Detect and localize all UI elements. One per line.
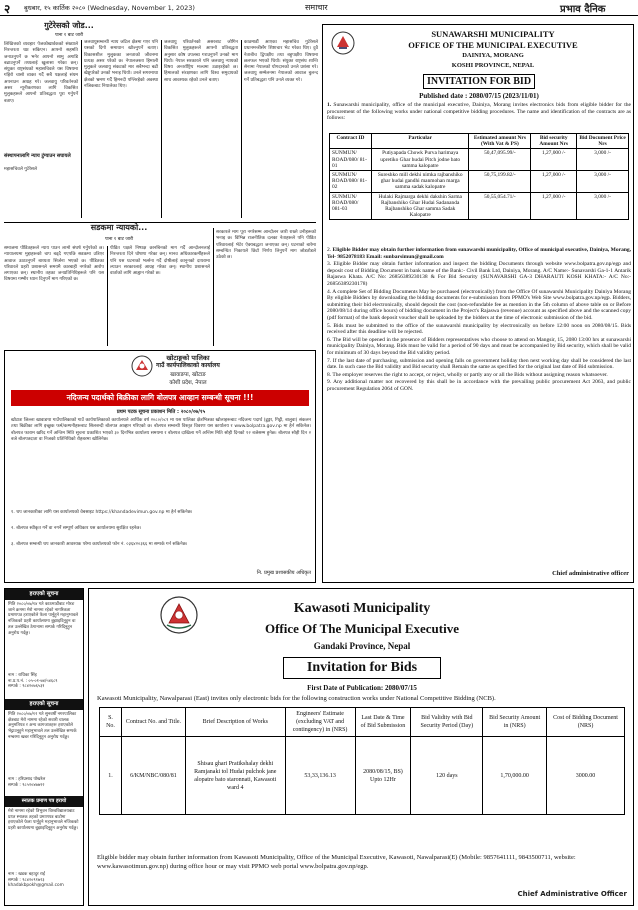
table-header: Contract ID [330,134,372,149]
article-text: महासचिवले गुटेरेसले [4,167,38,172]
invitation-banner: Invitation for Bids [283,657,441,679]
classified-contact [8,673,80,693]
table-cell: 53,33,136.13 [285,737,355,815]
notice-banner [11,390,309,406]
notice-signature: नि. प्रमुख प्रशासकीय अधिकृत [256,570,311,576]
contracts-table [99,707,625,815]
table-header: Bid Document Price Nrs [577,134,629,149]
contact-email: khadakbpokh@gmail.com [8,883,64,889]
page-header [0,0,638,16]
article-text: सरकारले माग पूरा नगरेसम्म आन्दोलन जारी राख्ने उनीहरूको भनाइ छ। विभिन्न राजनीतिक दलका नेताहरूले पनि पीडित परिवारलाई भेटेर ऐक्यबद्धता जनाएका छन्। घटनाको बारेमा सम्बन्धित निकायले छिटो निर्णय लिनुपर्ने माग जोडतोडले उठेको छ। [216,230,316,261]
table-header-row [100,708,625,737]
table-cell: SUNMUN/ ROAD/080/ 81-01 [330,149,372,171]
notice-text: ३. बोलपत्र सम्बन्धी थप जानकारी आवश्यक परेमा कार्यालयको फोन नं. ०३६४२०३६६ मा सम्पर्क गर्न सकिनेछ। [11,542,188,547]
table-header: Last Date & Time of Bid Submission [355,708,411,737]
condition-item [327,289,631,322]
table-header: Contract No. and Title. [121,708,185,737]
table-header: Brief Description of Works [185,708,285,737]
classified-contact [8,777,80,791]
publication-date: First Date of Publication: 2080/07/15 [307,684,417,692]
table-header: S. No. [100,708,122,737]
classified-text: मिति २०८०/०७/१२ गते सुनवर्षी नगरपालिका क्षेत्रबाट मेरो नाममा रहेको सवारी चालक अनुमतिपत्र र अन्य कागजातहरू हराएकोले भेट्टाउनुहुने महानुभावले तल उल्लेखित सम्पर्क नम्बरमा खबर गरिदिनुहुन अनुरोध गर्दछु। [8,712,77,740]
conditions-list [327,247,631,573]
table-cell: Putiyapada Chowk Purva harimaya upretiko Ghar hudai Pitch jodne bato samma kalopatre [371,149,469,171]
article-column [164,40,238,218]
table-row [100,737,625,815]
publish-date: प्रथम पटक सूचना प्रकाशन मिति : २०८०/०७/१५ [116,409,206,415]
contact-name: नाम : राधिका सिंह [8,673,37,678]
municipality-name: SUNAWARSHI MUNICIPALITY [431,29,555,39]
office-province: कोशी प्रदेश, नेपाल [169,380,207,386]
item-number: 3. [327,261,334,268]
notice-item [11,510,311,526]
table-cell: SUNMUN/ ROAD/080/ 081-03 [330,192,372,220]
article-text: जलवायुसम्बन्धी न्याय जटिल क्षेत्रमा गएर पनि यसको दिगो समाधान खोज्नुपर्ने बताए। विकासशील मुलुकका जनताको जीवनमा प्रत्यक्ष असर परेको छ। नेपालजस्ता हिमाली मुलुकले जलवायु संकटको मार सबैभन्दा बढी खेप्नुपरेको उनको भनाइ थियो। उनले सगरमाथा क्षेत्रको भ्रमण गर्दै हिमनदी पग्लिरहेको अवस्था नजिकबाट नियालेका थिए। [84,40,158,90]
condition-text: If the last date of purchasing, submission and opening falls on government holiday then next working day shall be considered the last date. In such case the Bid validity and Bid security shall Remain the same as specified for the original last date of Bid submission. [327,357,631,371]
article-text: काठमाडौं आएका महासचिव गुटेरेसले प्रधानमन्त्रीसँग शिष्टाचार भेट गरेका थिए। दुवै नेताबीच द्विपक्षीय तथा बहुपक्षीय विषयमा छलफल भएको थियो। संयुक्त राष्ट्रसंघ शान्ति सेनामा नेपालको योगदानको उनले प्रशंसा गरे। जलवायु सम्मेलनमा नेपालको आवाज बुलन्द गर्ने प्रतिबद्धता पनि उनले व्यक्त गरे। [244,40,318,83]
table-cell: 2080/08/15, BS) Upto 12Hr [355,737,411,815]
municipality-emblem-icon [331,31,355,55]
masthead: प्रभाव दैनिक [560,4,606,15]
table-cell: 3,000 /- [577,192,629,220]
classified-title: हराएको सूचना [5,589,83,600]
item-number: 8. [327,371,333,378]
contact-phone: सम्पर्क : ९८४२०७६५३१ [8,684,45,690]
news-article-guterres [4,21,318,222]
table-cell: Hulaki Rajmarga dekhi dakshin Sarma Rajbanshiko Ghar Hudai Sadananda Rajbanshiko Ghar samma Sadak Kalopatre [371,192,469,220]
table-row [330,192,629,220]
article-text: जलवायु परिवर्तनको असरबाट जोगिन विकसित मुलुकहरूले आफ्नो प्रतिबद्धता अनुसार कोष उपलब्ध गराउनुपर्ने उनको माग थियो। नेपाल सरकारले पनि जलवायु न्यायको विषय अन्तर्राष्ट्रिय मञ्चमा उठाइरहेको छ। हिमालको संरक्षणका लागि विश्व समुदायको साथ आवश्यक रहेको उनले बताए। [164,40,238,83]
item-number: 1. [327,102,334,108]
notice-text: १. थप जानकारीका लागि यस कार्यालयको वेबसाइट https://khandadevimun.gov.np मा हेर्न सकिनेछ। [11,510,193,515]
signatory: Chief Administrative Officer [517,890,627,898]
table-row [330,149,629,171]
table-cell: 1. [100,737,122,815]
notice-banner-text: नदिजन्य पदार्थको बिक्रीका लागि बोलपत्र आव्हान सम्बन्धी सूचना !!! [66,393,254,402]
condition-text: Eligible Bidder may obtain further information from sunawarshi municipality, Office of municipal executive, Dainiya, Morang, Tel- 9852078183 Email: sunbarsimun@gmail.com [327,247,632,260]
item-number: 6. [327,336,333,343]
condition-item [327,358,631,371]
contact-name: नाम : हरिप्रसाद पोखरेल [8,777,46,782]
condition-text: Eligible Bidder may obtain further information and inspect the bidding Documents through website www.bolpatra.gov.np/egp and deposit cost of Bidding Document in bank name of the Bank:- Civil Bank Ltd, Dainiya, Morang. A/C Name:- Sunavarshi Ga-1-1 Antarik Rajaswa Khata. A/C No: 26856389230138 & For Bid Security (SUNAVARSHI GA-3 DHARAUTI KOSH KHATA:- A/C No:- 26856389230178) [327,261,632,287]
condition-item [327,261,631,287]
table-header-row [330,134,629,149]
condition-text: The employer reserves the right to accept, or reject, wholly or partly any or all the Bids without assigning reason whatsoever. [332,371,608,378]
article-subhead: संस्थापनालागि न्याय टुंग्याउन सघायले [4,153,71,159]
city: DAINIYA, MORANG [462,52,524,59]
article-jump: पाना १ बाट जारी [104,237,134,242]
article-text: लिखित्तको व्यवहार पेजकोखार्वकको संख्याले निरन्तरता थप्न सकिएन। आफ्नो सहमति जनाउनुपर्ने छ भनेर आफ्नो सामु अगाडि बढाउनुपर्ने तथ्यलाई खुलासा गरेका छन्। संयुक्त राष्ट्रसंघको महासचिवले यस विषयमा गहिरो चासो व्यक्त गर्दै सबै पक्षलाई संयम अपनाउन आग्रह गरे। जलवायु परिवर्तनको असर न्यूनीकरणका लागि विकसित मुलुकहरूले आफ्नो प्रतिबद्धता पूरा गर्नुपर्ने बताए। [4,42,78,104]
classifieds-sidebar [4,588,84,906]
published-date: Published date : 2080/07/15 (2023/11/01) [419,92,539,100]
item-number: 7. [327,357,333,364]
notice-text: २. बोलपत्र स्वीकृत गर्ने वा नगर्ने सम्पूर्ण अधिकार यस कार्यालयमा सुरक्षित रहनेछ। [11,526,142,531]
article-column [4,42,78,152]
table-header: Bid security Amount Nrs [531,134,577,149]
condition-item [327,379,631,392]
table-cell: 1,70,000.00 [483,737,547,815]
article-title: सडकमा न्यायको... [90,223,148,232]
classified-body [8,602,80,672]
contact-phone: सम्पर्क : ९८५२०४७७१२ [8,782,45,788]
condition-text: A complete Set of Bidding Documents May be purchased (electronically) from the Office Of sunawarshi Municipality Dainiya Morang By eligible Bidders by downloading the bidding documents for e-submission from PPMO's Web Site www.bolpatra.gov.np/egp. Bidders, submitting their bid electronically, should deposit the cost (non-refundable fee as mention in the 5th column of above table on or Before 2080/08/14 during office hours) of bidding document in the Project's Rajaswa (revenue) account as specified above and the scanned copy (pdf format) of the bank deposit voucher shall be uploaded by the bidders at the time of electronic submission of the bid. [327,288,631,321]
condition-text: Any additional matter not recovered by this shall be in accordance with the prevailing public procurement Act 2063, and public procurement Regulation 2064 of GON. [327,379,631,392]
item-number: 2. [327,247,333,253]
article-column [244,40,318,218]
kawasoti-bid-notice [88,588,634,906]
item-number: 4. [327,288,333,295]
intro-text: Kawasoti Municipality, Nawalparasi (East) invites only electronic bids for the following construction works under National Competitive Bidding (NCB). [97,695,496,702]
classified-text: मिति २०८०/०७/१४ गते काठमाडौंबाट मोरङ जाने क्रममा मेरो नाममा रहेको नागरिकता प्रमाणपत्र हराएकोले फेला पार्नुहुने महानुभावले नजिकको प्रहरी कार्यालयमा बुझाइदिनुहुन वा तल उल्लेखित ठेगानामा सम्पर्क गरिदिनुहुन अनुरोध गर्दछु। [8,602,79,636]
classified-text: मेरो नाममा रहेको त्रिभुवन विश्वविद्यालयबाट प्राप्त स्नातक तहको प्रमाणपत्र बाटोमा हराएकोले फेला पार्नुहुने महानुभावले नजिकको प्रहरी कार्यालयमा बुझाइदिनुहुन अनुरोध गर्दछु। [8,809,79,832]
condition-item [327,337,631,357]
province: Gandaki Province, Nepal [313,641,411,651]
notice-body [11,418,311,510]
contact-name: नाम : खडक बहादुर राई [8,872,45,877]
issue-date: बुधबार, १५ कार्तिक २०८० (Wednesday, November 1, 2023) [24,4,195,12]
table-cell: 50,47,095.99/- [469,149,531,171]
news-article-justice [4,223,316,348]
table-header: Bid Security Amount in (NRS) [483,708,547,737]
office-name: गाउँ कार्यपालिकाको कार्यालय [156,362,220,369]
sunawarshi-bid-notice [322,24,634,583]
notice-item [11,542,311,558]
table-cell: Sureshko mill dekhi nimka rajbanshiko ghar hudai gandhi manmohan marga samma sadak kalopatre [371,171,469,193]
contact-phone: सम्पर्क : ९८४२०९१७२३ [8,877,45,883]
table-cell: 3,000 /- [577,149,629,171]
table-cell: 50,55,054.71/- [469,192,531,220]
office-name: Office Of The Municipal Executive [264,621,460,636]
article-column [4,246,104,346]
province: KOSHI PROVINCE, NEPAL [451,62,535,69]
table-cell: SUNMUN/ ROAD/080/ 81-02 [330,171,372,193]
sand-bid-notice [4,350,316,583]
classified-title: हराएको सूचना [5,699,83,710]
table-header: Cost of Bidding Document (NRS) [547,708,625,737]
org-name: खोटाङ्गको पालिका [166,354,210,362]
signatory: Chief administrative officer [552,570,629,577]
table-header: Estimated amount Nrs (With Vat & PS) [469,134,531,149]
page-number: २ [4,2,11,16]
classified-body [8,712,80,774]
intro-text: Sunawarshi municipality, office of the municipal executive, Dainiya, Morang invites electronics bids from eligible bidder for the procurement of the following works under national competitive bidding procedures. The name and identification of the contracts are as follows: [327,102,632,122]
table-cell: 3,000 /- [577,171,629,193]
condition-item [327,372,631,379]
footer-text: Eligible bidder may obtain further information from Kawasoti Municipality, Office of the Municipal Executive, Kawasoti, Nawalparasi(E) (Mobile: 9857641111, 9843500711, website: www.kawasotimun.gov.np) during office hour or may visit PPMO web portal www.bolpatra.gov.np/egp. [97,854,576,870]
classified-title: स्नातक प्रमाण पत्र हरायो [5,796,83,807]
notice-text: खोटाङ जिल्ला खावाङपा गाउँपालिकाको गाउँ कार्यपालिकाको कार्यालयले आर्थिक वर्ष २०८०/०८१ मा यस पालिका क्षेत्रभित्रका खोलाहरूबाट नदिजन्य पदार्थ (ढुङ्गा, गिट्टी, बालुवा) संकलन तथा बिक्रीका लागि इच्छुक फर्म/कम्पनीहरूबाट सिलबन्दी बोलपत्र आव्हान गरिएको छ। बोलपत्र सम्बन्धी विस्तृत विवरण यस कार्यालय र www.bolpatra.gov.np मा हेर्न सकिनेछ। बोलपत्र फाराम खरिद गर्ने अन्तिम मिति सूचना प्रकाशित भएको ३० दिनभित्र कार्यालय समयमा र बोलपत्र दाखिला गर्ने अन्तिम मिति सोही दिनको १२ बजेसम्म हुनेछ। बोलपत्र सोही दिन २ बजे बोलपत्रदाता वा निजको प्रतिनिधिको रोहबरमा खोलिनेछ। [11,418,311,442]
invitation-banner: INVITATION FOR BID [423,74,535,89]
notice-item [11,526,311,542]
condition-item [327,247,631,260]
table-header: Engineers' Estimate (excluding VAT and contingency) in (NRS) [285,708,355,737]
article-text: समाजमा पीडितहरूले न्याय पाउन लामो संघर्ष गर्नुपरेको छ। न्यायालयमा मुद्दाहरूको चाप बढ्दै गएपछि सडकमा उत्रिएर आवाज उठाउनुपर्ने बाध्यता सिर्जना भएको छ। पीडितका परिवारले प्रहरी प्रशासनले समयमै कारबाही नगरेको आरोप लगाएका छन्। स्थानीय तहका जनप्रतिनिधिहरूले पनि यस विषयमा गम्भीर ध्यान दिनुपर्ने माग गरिएको छ। [4,246,104,283]
table-cell: 120 days [411,737,483,815]
condition-text: The Bid will be opened in the presence of Bidders representatives who choose to attend on Mangsir, 15, 2080 13:00 hrs at sunawarshi municipality Dainiya, Morang. Bids must be valid for a period of 90 days and must be accompanied by Bid security, which shall be valid for minimum of 30 days beyond the Bid validity period. [327,336,631,356]
table-header: Particular [371,134,469,149]
item-number: 9. [327,379,334,386]
table-cell: 6/KM/NBC/080/81 [121,737,185,815]
article-column [84,40,158,218]
article-column [216,230,316,346]
table-cell: 1,27,000 /- [531,192,577,220]
office-name: OFFICE OF THE MUNICIPAL EXECUTIVE [408,40,578,50]
contact-id: ना.प्र.प.नं. : ०५-०१-७४/५४६८९ [8,678,58,684]
table-cell: 50,75,199.82/- [469,171,531,193]
table-header: Bid Validity with Bid Security Period (Day) [411,708,483,737]
article-title: गुटेरेसको जोड... [44,21,94,30]
classified-contact [8,872,80,902]
article-column [4,167,78,217]
office-place: खावाङपा, खोटाङ [170,372,206,378]
table-cell: 1,27,000 /- [531,149,577,171]
item-number: 5. [327,322,334,329]
contracts-table [329,133,629,220]
intro-paragraph [327,102,631,132]
article-column [110,246,210,346]
article-text: पीडित पक्षले निष्पक्ष छानबिनको माग गर्दै आन्दोलनलाई निरन्तरता दिने घोषणा गरेका छन्। मानव अधिकारकर्मीहरूले पनि यस घटनाको भर्त्सना गर्दै दोषीलाई कानुनको दायरामा ल्याउन सरकारलाई आग्रह गरेका छन्। स्थानीय प्रशासनले वार्ताको लागि आह्वान गरेको छ। [110,246,210,277]
condition-item [327,323,631,336]
section-label: समाचार [305,3,328,12]
classified-body [8,809,80,869]
condition-text: Bids must be submitted to the office of the sunawarshi municipality by electronically on before 12:00 noon on 2080/08/15. Bids received after this deadline will be rejected. [327,322,632,336]
municipality-name: Kawasoti Municipality [293,601,431,616]
table-row [330,171,629,193]
article-jump: पाना १ बाट जारी [54,33,84,38]
table-cell: 3000.00 [547,737,625,815]
table-cell: 1,27,000 /- [531,171,577,193]
table-cell: Shisau ghari Pratikshalay dekhi Ramjanaki tol Hudai pulchok jane alopatre bato staronnati, Kawasoti ward 4 [185,737,285,815]
